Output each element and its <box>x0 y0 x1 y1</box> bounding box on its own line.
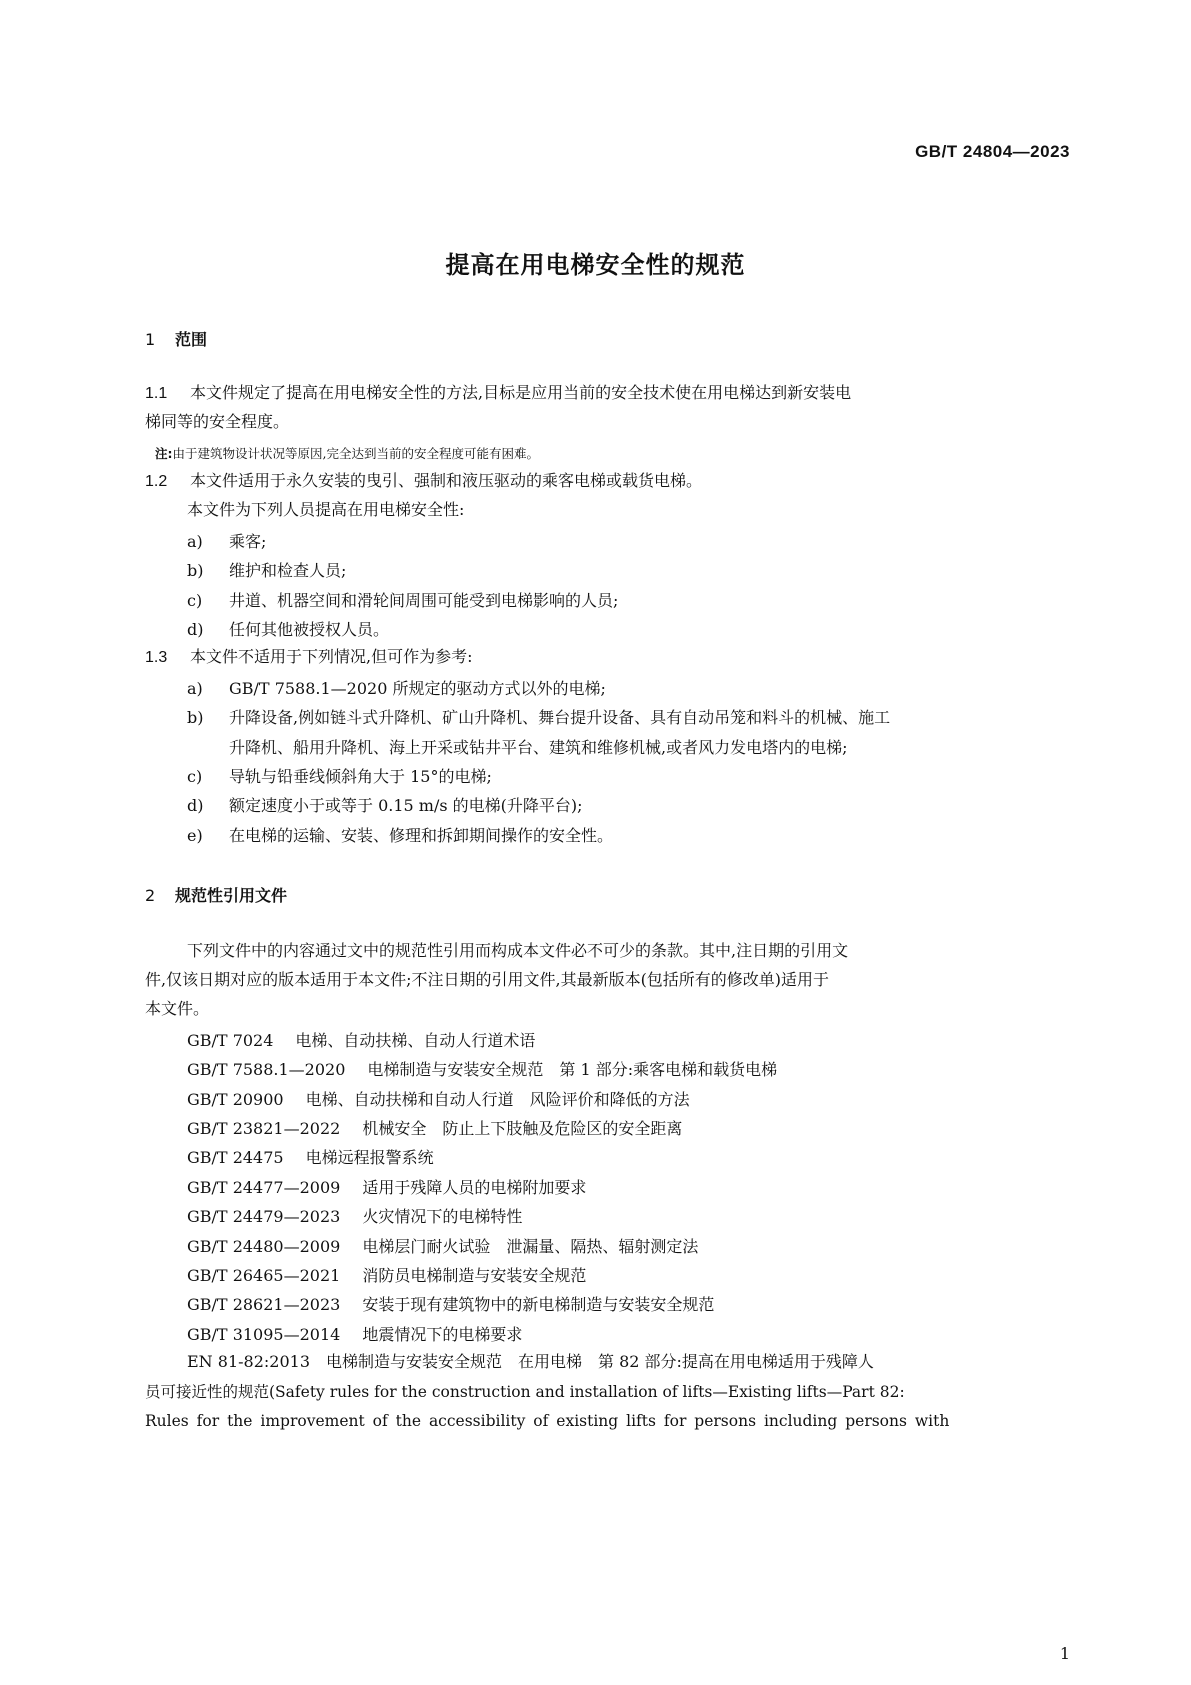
note <box>155 444 539 462</box>
reference-title: 电梯、自动扶梯和自动人行道 风险评价和降低的方法 <box>305 1090 690 1109</box>
reference-item <box>187 1204 522 1227</box>
reference-title: 消防员电梯制造与安装安全规范 <box>362 1266 587 1285</box>
reference-title: 电梯制造与安装安全规范 第 1 部分:乘客电梯和载货电梯 <box>367 1060 778 1079</box>
clause-1-1-line-2: 梯同等的安全程度。 <box>145 412 290 431</box>
en-reference-line-2: 员可接近性的规范(Safety rules for the construction and installation of lifts—Existing lifts—Part 82: <box>145 1383 905 1401</box>
reference-title: 火灾情况下的电梯特性 <box>362 1207 523 1226</box>
reference-code: GB/T 24477—2009 <box>187 1178 341 1197</box>
clause-1-1-line-1 <box>145 382 851 405</box>
clause-text: 本文件规定了提高在用电梯安全性的方法,目标是应用当前的安全技术使在用电梯达到新安装电 <box>190 383 852 402</box>
list-item-continuation: 升降机、船用升降机、海上开采或钻井平台、建筑和维修机械,或者风力发电塔内的电梯; <box>229 738 848 757</box>
clause-number: 1.2 <box>145 473 168 490</box>
reference-title: 电梯远程报警系统 <box>305 1148 434 1167</box>
reference-code: GB/T 7024 <box>187 1031 274 1050</box>
clause-1-2 <box>145 470 702 493</box>
reference-item <box>187 1175 586 1198</box>
list-item: d) 任何其他被授权人员。 <box>187 620 390 639</box>
section-title: 范围 <box>175 330 208 349</box>
en-reference-line-1: EN 81-82:2013 电梯制造与安装安全规范 在用电梯 第 82 部分:提高在用电梯适用于残障人 <box>187 1352 874 1371</box>
clause-number: 1.3 <box>145 649 168 666</box>
reference-item <box>187 1234 698 1257</box>
reference-code: GB/T 24480—2009 <box>187 1237 341 1256</box>
reference-item <box>187 1145 434 1168</box>
en-reference-line-3: Rules for the improvement of the accessibility of existing lifts for persons including persons with <box>145 1412 950 1430</box>
list-item: c) 导轨与铅垂线倾斜角大于 15°的电梯; <box>187 767 492 786</box>
list-item: c) 井道、机器空间和滑轮间周围可能受到电梯影响的人员; <box>187 591 619 610</box>
reference-item <box>187 1028 535 1051</box>
reference-title: 机械安全 防止上下肢触及危险区的安全距离 <box>362 1119 683 1138</box>
section-2-intro-line-1: 下列文件中的内容通过文中的规范性引用而构成本文件必不可少的条款。其中,注日期的引用文 <box>187 941 849 960</box>
reference-item <box>187 1322 522 1345</box>
clause-1-3 <box>145 646 472 669</box>
reference-code: GB/T 23821—2022 <box>187 1119 341 1138</box>
reference-item <box>187 1057 777 1080</box>
document-title: 提高在用电梯安全性的规范 <box>445 251 746 279</box>
note-label: 注: <box>155 446 173 461</box>
list-item: b) 升降设备,例如链斗式升降机、矿山升降机、舞台提升设备、具有自动吊笼和料斗的机械、施工 <box>187 708 891 727</box>
list-item: a) GB/T 7588.1—2020 所规定的驱动方式以外的电梯; <box>187 679 606 698</box>
note-text: 由于建筑物设计状况等原因,完全达到当前的安全程度可能有困难。 <box>172 446 539 461</box>
reference-title: 适用于残障人员的电梯附加要求 <box>362 1178 587 1197</box>
clause-text: 本文件适用于永久安装的曳引、强制和液压驱动的乘客电梯或载货电梯。 <box>190 471 703 490</box>
section-1-heading <box>145 327 207 350</box>
reference-title: 安装于现有建筑物中的新电梯制造与安装安全规范 <box>362 1295 715 1314</box>
section-number: 1 <box>145 330 156 349</box>
reference-title: 电梯、自动扶梯、自动人行道术语 <box>295 1031 536 1050</box>
section-title: 规范性引用文件 <box>175 886 288 905</box>
section-number: 2 <box>145 886 156 905</box>
list-item: a) 乘客; <box>187 532 267 551</box>
list-item: b) 维护和检查人员; <box>187 561 347 580</box>
section-2-intro-line-2: 件,仅该日期对应的版本适用于本文件;不注日期的引用文件,其最新版本(包括所有的修改单)适用于 <box>145 970 830 989</box>
page-number: 1 <box>1059 1644 1070 1663</box>
reference-title: 地震情况下的电梯要求 <box>362 1325 523 1344</box>
reference-code: GB/T 31095—2014 <box>187 1325 341 1344</box>
reference-code: GB/T 7588.1—2020 <box>187 1060 346 1079</box>
reference-item <box>187 1292 714 1315</box>
reference-code: GB/T 26465—2021 <box>187 1266 341 1285</box>
section-2-intro-line-3: 本文件。 <box>145 999 210 1018</box>
reference-code: GB/T 24475 <box>187 1148 284 1167</box>
reference-code: GB/T 24479—2023 <box>187 1207 341 1226</box>
list-item: d) 额定速度小于或等于 0.15 m/s 的电梯(升降平台); <box>187 796 583 815</box>
clause-1-2-intro: 本文件为下列人员提高在用电梯安全性: <box>187 500 465 519</box>
clause-number: 1.1 <box>145 385 168 402</box>
reference-item <box>187 1263 586 1286</box>
reference-code: GB/T 28621—2023 <box>187 1295 341 1314</box>
reference-item <box>187 1116 682 1139</box>
clause-text: 本文件不适用于下列情况,但可作为参考: <box>190 647 473 666</box>
reference-title: 电梯层门耐火试验 泄漏量、隔热、辐射测定法 <box>362 1237 699 1256</box>
list-item: e) 在电梯的运输、安装、修理和拆卸期间操作的安全性。 <box>187 826 614 845</box>
reference-item <box>187 1087 690 1110</box>
standard-id: GB/T 24804—2023 <box>915 142 1070 161</box>
section-2-heading <box>145 883 287 906</box>
reference-code: GB/T 20900 <box>187 1090 284 1109</box>
